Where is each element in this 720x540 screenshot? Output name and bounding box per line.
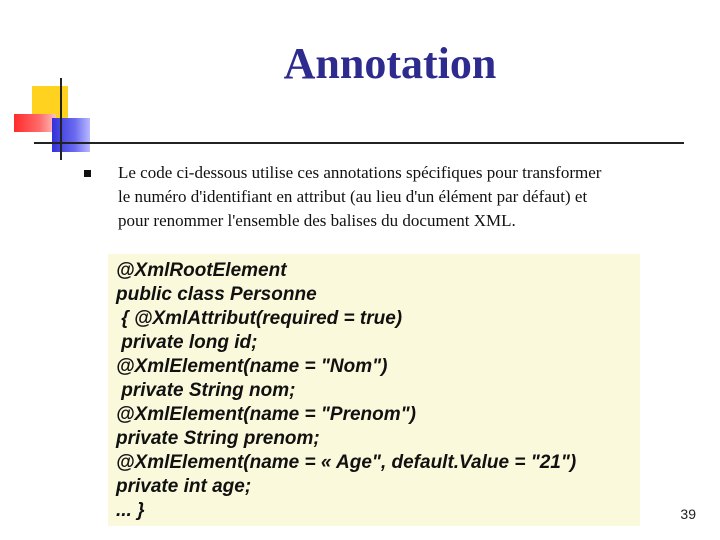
slide-title: Annotation (283, 39, 497, 88)
code-line: private long id; (116, 332, 258, 353)
code-line: @XmlElement(name = « Age", default.Value = "21") (116, 452, 577, 473)
bullet-line: Le code ci-dessous utilise ces annotations spécifiques pour transformer (118, 163, 602, 182)
bullet-square-icon (84, 170, 91, 177)
code-line: private int age; (116, 476, 252, 497)
bullet-line: pour renommer l'ensemble des balises du document XML. (118, 211, 516, 230)
code-line: @XmlElement(name = "Nom") (116, 356, 388, 377)
code-line: ... } (116, 500, 145, 521)
page-number: 39 (680, 506, 696, 522)
bullet-paragraph (118, 161, 698, 233)
code-line: { @XmlAttribut(required = true) (116, 308, 403, 329)
code-line: public class Personne (116, 284, 317, 305)
code-line: @XmlElement(name = "Prenom") (116, 404, 416, 425)
bullet-line: le numéro d'identifiant en attribut (au lieu d'un élément par défaut) et (118, 187, 588, 206)
decorative-blue-square (52, 118, 90, 152)
code-line: private String nom; (116, 380, 296, 401)
code-line: private String prenom; (116, 428, 320, 449)
decorative-vertical-line (60, 78, 62, 160)
title-divider-line (34, 142, 684, 144)
decorative-red-bar (14, 114, 56, 132)
code-line: @XmlRootElement (116, 260, 287, 281)
